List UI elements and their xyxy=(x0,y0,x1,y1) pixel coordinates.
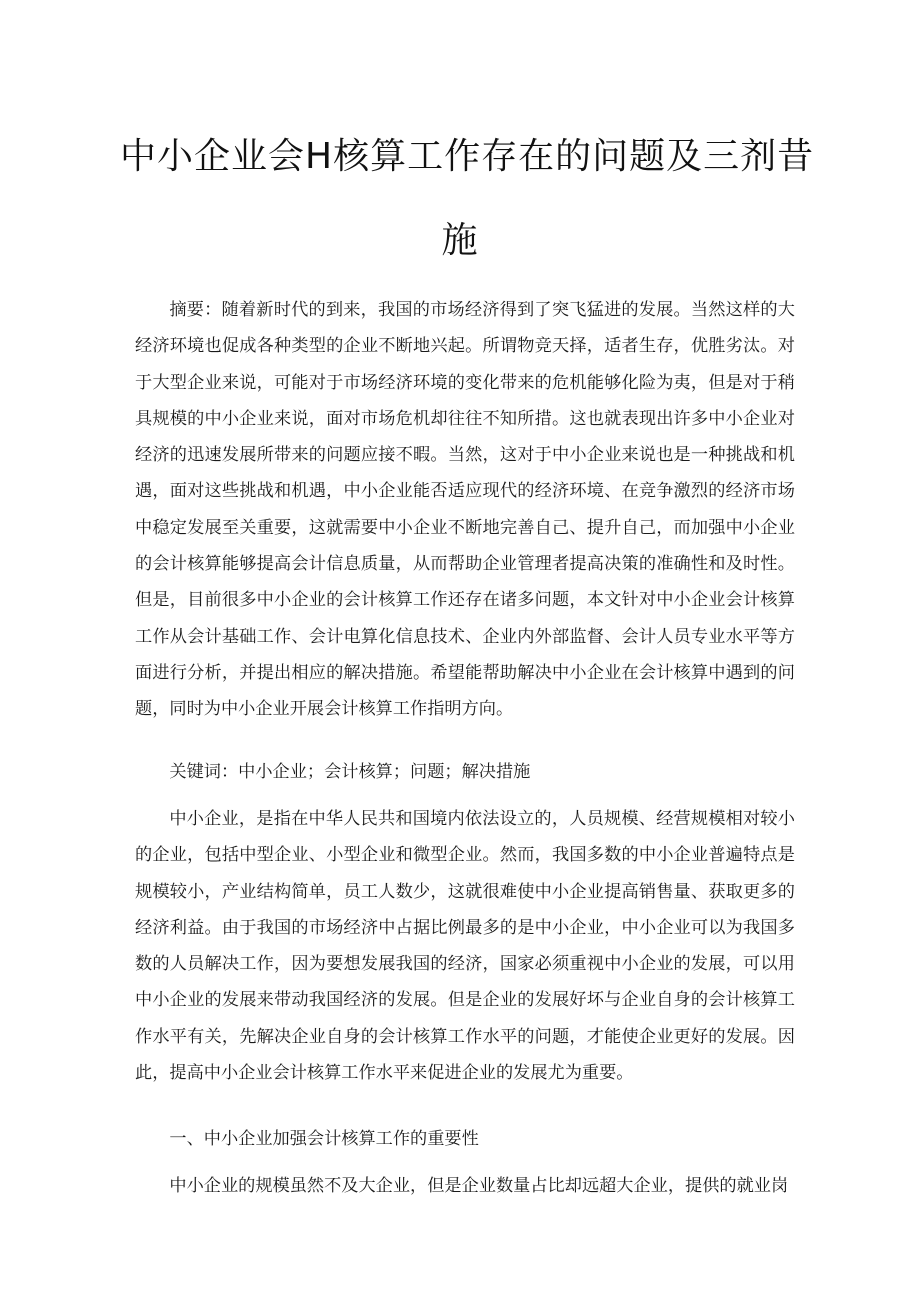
document-title-line2: 施 xyxy=(441,220,479,261)
section1-paragraph: 中小企业的规模虽然不及大企业，但是企业数量占比却远超大企业，提供的就业岗 xyxy=(169,1176,789,1196)
section-heading-1: 一、中小企业加强会计核算工作的重要性 xyxy=(169,1129,479,1149)
keywords-line: 关键词：中小企业；会计核算；问题；解决措施 xyxy=(169,762,531,782)
intro-paragraph: 中小企业，是指在中华人民共和国境内依法设立的，人员规模、经营规模相对较小的企业，包括中型企业、小型企业和微型企业。然而，我国多数的中小企业普遍特点是规模较小，产业结构简单，员工人数少，这就很难使中小企业提高销售量、获取更多的经济利益。由于我国的市场经济中占据比例最多的是中小企业，中小企业可以为我国多数的人员解决工作，因为要想发展我国的经济，国家必须重视中小企业的发展，可以用中小企业的发展来带动我国经济的发展。但是企业的发展好坏与企业自身的会计核算工作水平有关，先解决企业自身的会计核算工作水平的问题，才能使企业更好的发展。因此，提高中小企业会计核算工作水平来促进企业的发展尤为重要。 xyxy=(135,809,795,1084)
abstract-paragraph: 摘要：随着新时代的到来，我国的市场经济得到了突飞猛进的发展。当然这样的大经济环境也促成各种类型的企业不断地兴起。所谓物竞天择，适者生存，优胜劣汰。对于大型企业来说，可能对于市场经济环境的变化带来的危机能够化险为夷，但是对于稍具规模的中小企业来说，面对市场危机却往往不知所措。这也就表现出许多中小企业对经济的迅速发展所带来的问题应接不暇。当然，这对于中小企业来说也是一种挑战和机遇，面对这些挑战和机遇，中小企业能否适应现代的经济环境、在竞争激烈的经济市场中稳定发展至关重要，这就需要中小企业不断地完善自己、提升自己，而加强中小企业的会计核算能够提高会计信息质量，从而帮助企业管理者提高决策的准确性和及时性。但是，目前很多中小企业的会计核算工作还存在诸多问题，本文针对中小企业会计核算工作从会计基础工作、会计电算化信息技术、企业内外部监督、会计人员专业水平等方面进行分析，并提出相应的解决措施。希望能帮助解决中小企业在会计核算中遇到的问题，同时为中小企业开展会计核算工作指明方向。 xyxy=(135,300,795,720)
document-title-line1: 中小企业会H核算工作存在的问题及三剂昔 xyxy=(120,136,815,177)
